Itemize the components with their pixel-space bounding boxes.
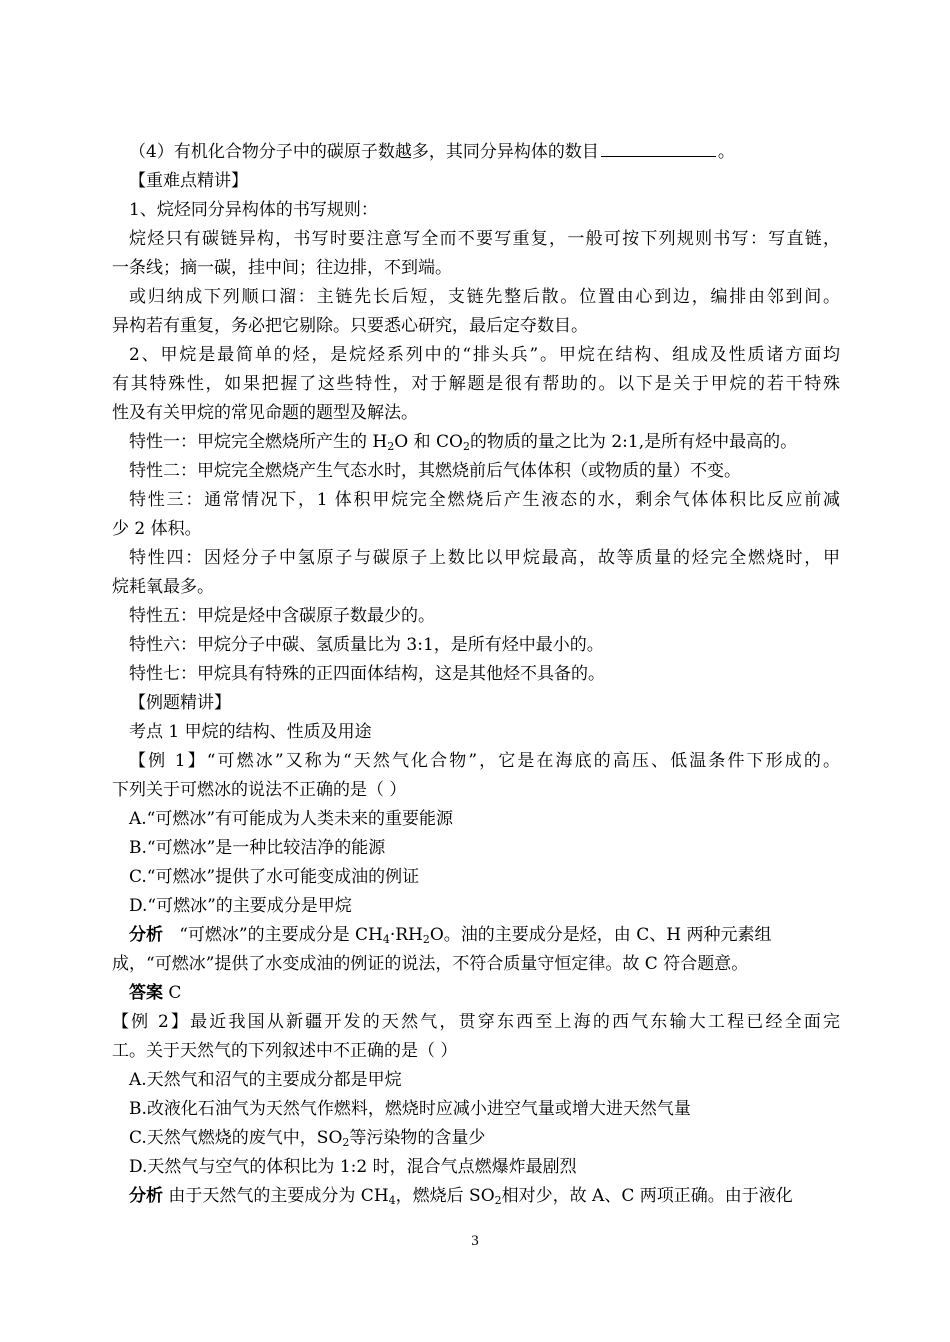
paragraph-line: 1、烷烃同分异构体的书写规则： — [129, 200, 378, 220]
property-7-line: 特性七：甲烷具有特殊的正四面体结构，这是其他烃不具备的。 — [129, 664, 605, 684]
subscript: 2 — [462, 440, 470, 453]
analysis-label: 分析 — [129, 1186, 163, 1206]
paragraph-line: 异构若有重复，务必把它剔除。只要悉心研究，最后定夺数目。 — [112, 316, 588, 336]
analysis-line-cont: 成，“可燃冰”提供了水变成油的例证的说法，不符合质量守恒定律。故 C 符合题意。 — [112, 954, 749, 974]
property-1-line — [112, 428, 840, 457]
option-d: D.天然气与空气的体积比为 1:2 时，混合气点燃爆炸最剧烈 — [129, 1157, 577, 1177]
option-c: C.“可燃冰”提供了水可能变成油的例证 — [129, 867, 420, 887]
subscript: 2 — [387, 440, 395, 453]
answer-value: C — [163, 983, 182, 1003]
page-number: 3 — [471, 1233, 479, 1249]
option-b: B.改液化石油气为天然气作燃料，燃烧时应减小进空气量或增大进天然气量 — [129, 1099, 691, 1119]
option-a: A.天然气和沼气的主要成分都是甲烷 — [129, 1070, 402, 1090]
section-heading-examples: 【例题精讲】 — [129, 693, 231, 713]
property-6-line: 特性六：甲烷分子中碳、氢质量比为 3:1，是所有烃中最小的。 — [129, 635, 604, 655]
text: 由于天然气的主要成分为 CH — [163, 1186, 389, 1206]
subscript: 4 — [382, 933, 390, 946]
answer-blank — [601, 138, 716, 157]
example-1-question-cont: 下列关于可燃冰的说法不正确的是（ ） — [112, 780, 407, 800]
subscript: 2 — [494, 1194, 502, 1207]
paragraph-line: 少 2 体积。 — [112, 519, 202, 539]
property-3-line: 特性三：通常情况下，1 体积甲烷完全燃烧后产生液态的水，剩余气体体积比反应前减 — [129, 490, 840, 510]
example-1-question: 【例 1】“可燃冰”又称为“天然气化合物”，它是在海底的高压、低温条件下形成的。 — [129, 751, 840, 771]
paragraph-line: 或归纳成下列顺口溜：主链先长后短，支链先整后散。位置由心到边，编排由邻到间。 — [129, 287, 840, 307]
text: O 和 CO — [394, 432, 463, 452]
property-5-line: 特性五：甲烷是烃中含碳原子数最少的。 — [129, 606, 435, 626]
option-d: D.“可燃冰”的主要成分是甲烷 — [129, 896, 352, 916]
subscript: 2 — [422, 933, 430, 946]
paragraph-line: 有其特殊性，如果把握了这些特性，对于解题是很有帮助的。以下是关于甲烷的若干特殊 — [112, 374, 840, 394]
text: O。油的主要成分是烃，由 C、H 两种元素组 — [429, 925, 772, 945]
section-heading-key-points: 【重难点精讲】 — [129, 171, 248, 191]
analysis-line — [112, 1182, 840, 1211]
analysis-label: 分析 — [129, 925, 163, 945]
analysis-line — [112, 921, 840, 950]
answer-line — [112, 979, 840, 1008]
option-c — [112, 1124, 840, 1153]
question-4-line — [112, 138, 840, 167]
text: “可燃冰”的主要成分是 CH — [179, 925, 383, 945]
subscript: 2 — [342, 1136, 350, 1149]
property-2-line: 特性二：甲烷完全燃烧产生气态水时，其燃烧前后气体体积（或物质的量）不变。 — [129, 461, 741, 481]
paragraph-line: 烷烃只有碳链异构，书写时要注意写全而不要写重复，一般可按下列规则书写：写直链， — [129, 229, 840, 249]
text: ·RH — [389, 925, 423, 945]
text: 的物质的量之比为 2:1,是所有烃中最高的。 — [469, 432, 798, 452]
option-b: B.“可燃冰”是一种比较洁净的能源 — [129, 838, 386, 858]
topic-heading: 考点 1 甲烷的结构、性质及用途 — [129, 722, 372, 742]
text: 特性一：甲烷完全燃烧所产生的 H — [129, 432, 388, 452]
page-body — [112, 138, 840, 1211]
example-2-question: 【例 2】最近我国从新疆开发的天然气，贯穿东西至上海的西气东输大工程已经全面完 — [112, 1012, 840, 1032]
paragraph-line: 性及有关甲烷的常见命题的题型及解法。 — [112, 403, 418, 423]
text: （4）有机化合物分子中的碳原子数越多，其同分异构体的数目 — [129, 142, 599, 162]
option-a: A.“可燃冰”有可能成为人类未来的重要能源 — [129, 809, 454, 829]
subscript: 4 — [388, 1194, 396, 1207]
paragraph-line: 2、甲烷是最简单的烃，是烷烃系列中的“排头兵”。甲烷在结构、组成及性质诸方面均 — [129, 345, 840, 365]
text: C.天然气燃烧的废气中，SO — [129, 1128, 343, 1148]
text: 相对少，故 A、C 两项正确。由于液化 — [501, 1186, 793, 1206]
paragraph-line: 一条线；摘一碳，挂中间；往边排，不到端。 — [112, 258, 452, 278]
paragraph-line: 烷耗氧最多。 — [112, 577, 214, 597]
example-2-question-cont: 工。关于天然气的下列叙述中不正确的是（ ） — [112, 1041, 458, 1061]
answer-label: 答案 — [129, 983, 163, 1003]
text: 等污染物的含量少 — [349, 1128, 486, 1148]
text: 。 — [717, 142, 735, 162]
property-4-line: 特性四：因烃分子中氢原子与碳原子上数比以甲烷最高，故等质量的烃完全燃烧时，甲 — [129, 548, 840, 568]
text: ，燃烧后 SO — [395, 1186, 495, 1206]
